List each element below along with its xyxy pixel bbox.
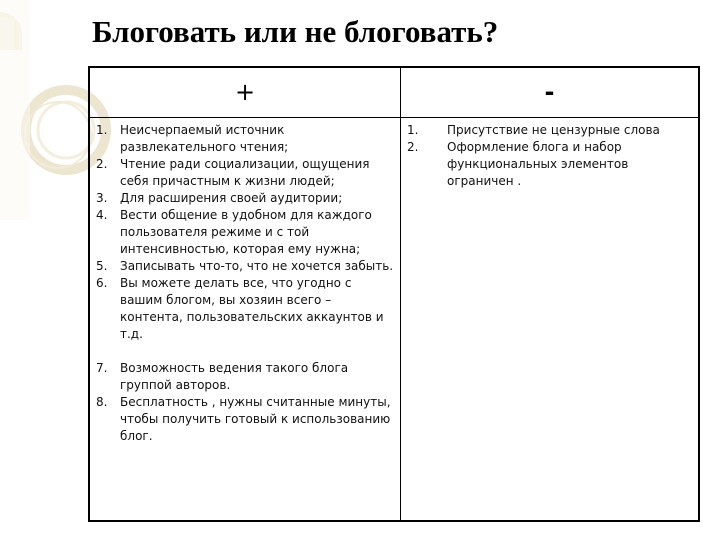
pros-list [96,122,394,445]
cons-list [407,122,697,190]
cons-header: - [544,78,555,106]
list-item: 4. Вести общение в удобном для каждого пользователя режиме и с той интенсивностью, которая ему нужна; [96,208,372,256]
comparison-table [88,66,700,522]
header-divider [90,117,698,118]
list-item: 5. Записывать что-то, что не хочется забыть. [96,259,394,273]
list-item: 6. Вы можете делать все, что угодно с вашим блогом, вы хозяин всего – контента, пользовательских аккаунтов и т.д. [96,276,384,341]
list-item: 2. Оформление блога и набор функциональных элементов ограничен . [407,140,629,188]
pros-header: + [234,78,256,106]
list-item: 2. Чтение ради социализации, ощущения себя причастным к жизни людей; [96,157,370,188]
list-item: 3. Для расширения своей аудитории; [96,191,343,205]
page-title: Блоговать или не блоговать? [92,14,499,49]
list-item: 7. Возможность ведения такого блога группой авторов. [96,361,349,392]
column-divider [400,68,401,520]
list-item: 8. Бесплатность , нужны считанные минуты, чтобы получить готовый к использованию блог. [96,395,391,443]
list-item: 1. Присутствие не цензурные слова [407,123,660,137]
list-item: 1. Неисчерпаемый источник развлекательного чтения; [96,123,289,154]
